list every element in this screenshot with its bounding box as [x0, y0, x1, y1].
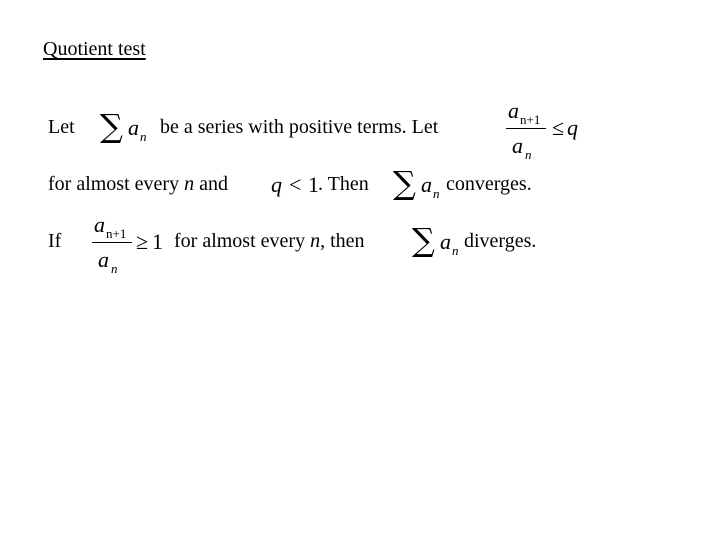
line2-prefix: for almost every n and [48, 173, 228, 195]
sum-symbol: ∑ [100, 107, 123, 145]
term-a: a [440, 229, 451, 254]
term-subscript: n [452, 243, 459, 258]
numerator-a: a [508, 98, 519, 123]
fraction-bar [506, 128, 546, 129]
term-a: a [421, 172, 432, 197]
term-a: a [128, 115, 139, 140]
numerator-subscript: n+1 [106, 226, 127, 241]
line3-condition: for almost every n, then [174, 230, 365, 252]
slide-title: Quotient test [43, 38, 146, 60]
line1-middle-text: be a series with positive terms. Let [160, 116, 439, 138]
var-q: q [567, 115, 578, 140]
geq-symbol: ≥ [136, 229, 149, 254]
numerator-subscript: n+1 [520, 112, 541, 127]
denominator-subscript: n [525, 147, 532, 162]
diverges-text: diverges. [464, 230, 537, 252]
term-subscript: n [140, 129, 147, 144]
numerator-a: a [94, 212, 105, 237]
fraction-bar [92, 242, 132, 243]
number-one: 1 [152, 229, 163, 254]
word-let: Let [48, 116, 75, 138]
sum-symbol: ∑ [412, 221, 435, 259]
number-one: 1 [308, 172, 319, 197]
converges-text: converges. [446, 173, 532, 195]
var-q: q [271, 172, 282, 197]
then-text: . Then [318, 173, 369, 195]
denominator-a: a [98, 247, 109, 272]
word-if: If [48, 230, 62, 252]
leq-symbol: ≤ [552, 115, 565, 140]
denominator-subscript: n [111, 261, 118, 276]
sum-symbol: ∑ [393, 164, 416, 202]
denominator-a: a [512, 133, 523, 158]
lt-symbol: < [289, 172, 302, 197]
term-subscript: n [433, 186, 440, 201]
